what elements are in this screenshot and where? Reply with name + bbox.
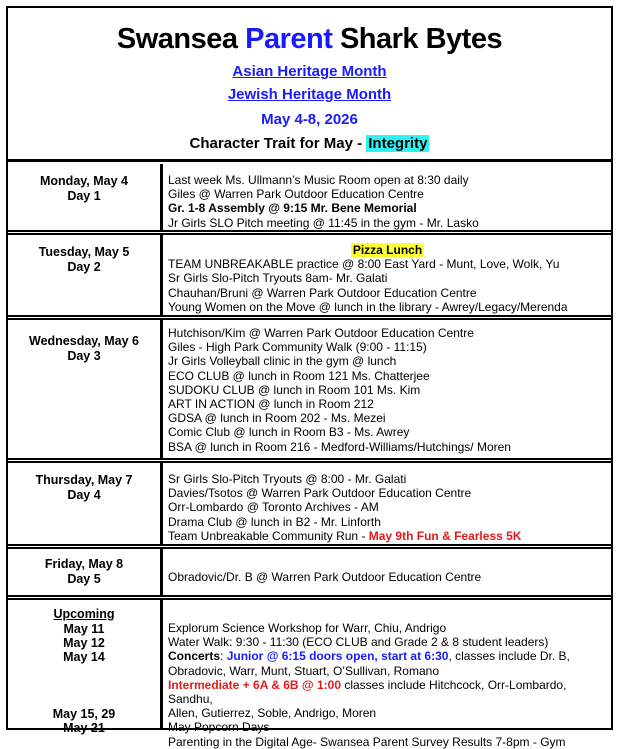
event-line: BSA @ lunch in Room 216 - Medford-Williams/Hutchings/ Moren	[168, 439, 511, 454]
intermediate-classes: classes include Hitchcock, Orr-Lombardo, Sandhu,	[168, 677, 567, 707]
day-number: Day 1	[67, 189, 101, 203]
event-line: Obradovic/Dr. B @ Warren Park Outdoor Education Centre	[168, 570, 482, 584]
event-line: Hutchison/Kim @ Warren Park Outdoor Education Centre	[168, 326, 474, 340]
day-name: Tuesday, May 5	[38, 245, 130, 259]
day-name: Monday, May 4	[40, 174, 128, 188]
events-cell	[168, 472, 607, 543]
event-line: ECO CLUB @ lunch in Room 121 Ms. Chatterjee	[168, 368, 430, 383]
day-cell	[8, 320, 163, 458]
event-line: Gr. 1-8 Assembly @ 9:15 Mr. Bene Memorial	[168, 201, 417, 216]
event-line: Sr Girls Slo-Pitch Tryouts @ 8:00 - Mr. Galati	[168, 472, 407, 486]
day-cell	[8, 164, 163, 230]
event-line: Giles - High Park Community Walk (9:00 - 11:15)	[168, 340, 427, 355]
title-shark-bytes: Shark Bytes	[339, 23, 503, 55]
pizza-lunch-badge	[168, 243, 607, 257]
upcoming-date: May 21	[63, 720, 105, 735]
event-line: Explorum Science Workshop for Warr, Chiu, Andrigo	[168, 621, 447, 635]
pizza-lunch-label: Pizza Lunch	[352, 243, 423, 257]
events-cell	[168, 243, 607, 314]
upcoming-events-cell	[168, 621, 607, 749]
event-line: GDSA @ lunch in Room 202 - Ms. Mezei	[168, 411, 386, 426]
events-cell	[168, 326, 607, 454]
asian-heritage-link[interactable]: Asian Heritage Month	[232, 63, 387, 80]
day-row-friday	[8, 549, 611, 595]
event-line: Parenting in the Digital Age- Swansea Parent Survey Results 7-8pm - Gym	[168, 734, 566, 749]
concerts-classes: , classes include Dr. B,	[448, 649, 570, 664]
trait-value: Integrity	[368, 135, 428, 152]
concerts-line	[168, 649, 607, 663]
title-parent: Parent	[245, 23, 333, 55]
event-line: Obradovic, Warr, Munt, Stuart, O’Sullivan, Romano	[168, 663, 439, 678]
trait-label: Character Trait for May -	[189, 135, 363, 152]
event-line: Davies/Tsotos @ Warren Park Outdoor Education Centre	[168, 486, 472, 501]
day-cell	[8, 235, 163, 315]
character-trait	[8, 135, 611, 152]
community-run-text: Team Unbreakable Community Run -	[168, 528, 369, 543]
event-line: Comic Club @ lunch in Room B3 - Ms. Awrey	[168, 425, 410, 440]
day-number: Day 3	[67, 349, 101, 363]
newsletter-title	[8, 23, 611, 56]
day-name: Friday, May 8	[44, 557, 124, 571]
event-line: Jr Girls Volleyball clinic in the gym @ lunch	[168, 354, 397, 369]
events-cell	[168, 173, 607, 230]
upcoming-dates-cell	[8, 600, 163, 735]
event-line: Orr-Lombardo @ Toronto Archives - AM	[168, 500, 379, 515]
newsletter-header	[8, 8, 611, 162]
day-cell	[8, 463, 163, 544]
event-line: Giles @ Warren Park Outdoor Education Centre	[168, 187, 424, 202]
upcoming-row	[8, 600, 611, 749]
week-date-range: May 4-8, 2026	[261, 111, 358, 128]
day-name: Wednesday, May 6	[29, 334, 139, 348]
junior-concert-time: Junior @ 6:15 doors open, start at 6:30	[226, 649, 449, 664]
intermediate-concert-time: Intermediate + 6A & 6B @ 1:00	[168, 677, 341, 692]
day-number: Day 5	[67, 572, 101, 586]
upcoming-date: May 11	[63, 622, 105, 636]
event-line: Allen, Gutierrez, Soble, Andrigo, Moren	[168, 706, 377, 721]
day-name: Thursday, May 7	[35, 473, 133, 487]
day-cell	[8, 549, 163, 595]
event-line: TEAM UNBREAKABLE practice @ 8:00 East Yard - Munt, Love, Wolk, Yu	[168, 257, 560, 272]
fun-fearless-5k: May 9th Fun & Fearless 5K	[368, 528, 522, 543]
day-number: Day 2	[67, 260, 101, 274]
event-line	[168, 529, 607, 543]
day-row-tuesday	[8, 235, 611, 315]
title-swansea: Swansea	[116, 23, 238, 55]
event-line: ART IN ACTION @ lunch in Room 212	[168, 397, 374, 412]
event-line: Chauhan/Bruni @ Warren Park Outdoor Education Centre	[168, 285, 477, 300]
upcoming-date: May 14	[63, 650, 105, 665]
concerts-sep: :	[220, 649, 227, 664]
jewish-heritage-link[interactable]: Jewish Heritage Month	[227, 86, 392, 103]
event-line: Last week Ms. Ullmann’s Music Room open at 8:30 daily	[168, 173, 469, 187]
upcoming-date: May 15, 29	[52, 706, 116, 721]
intermediate-line	[168, 678, 607, 706]
upcoming-heading: Upcoming	[53, 607, 115, 621]
newsletter-frame	[6, 6, 613, 749]
event-line: Young Women on the Move @ lunch in the library - Awrey/Legacy/Merenda	[168, 299, 568, 314]
event-line: Water Walk: 9:30 - 11:30 (ECO CLUB and Grade 2 & 8 student leaders)	[168, 635, 549, 650]
day-row-wednesday	[8, 320, 611, 458]
day-row-monday	[8, 164, 611, 230]
event-line: SUDOKU CLUB @ lunch in Room 101 Ms. Kim	[168, 382, 421, 397]
event-line: Drama Club @ lunch in B2 - Mr. Linforth	[168, 514, 381, 529]
event-line: May Popcorn Days	[168, 720, 270, 735]
concerts-label: Concerts	[168, 649, 221, 664]
upcoming-date: May 12	[63, 636, 105, 651]
day-row-thursday	[8, 463, 611, 544]
day-number: Day 4	[67, 488, 101, 502]
event-line: Jr Girls SLO Pitch meeting @ 11:45 in the gym - Mr. Lasko	[168, 215, 479, 230]
events-cell	[168, 570, 607, 584]
event-line: Sr Girls Slo-Pitch Tryouts 8am- Mr. Galati	[168, 271, 388, 286]
